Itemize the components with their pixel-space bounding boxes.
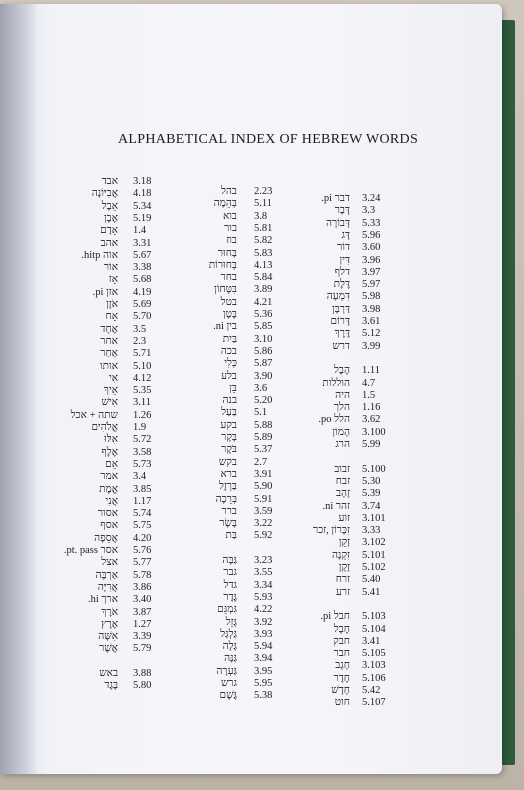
reference-number: 3.61 xyxy=(362,316,381,327)
hebrew-word: חֶדֶר xyxy=(333,672,350,684)
reference-number: 3.31 xyxy=(133,237,152,249)
hebrew-word: גָּלָה xyxy=(222,641,237,653)
reference-number: 5.76 xyxy=(133,545,152,556)
reference-number: 5.82 xyxy=(254,235,273,247)
hebrew-word: בהל xyxy=(220,186,237,197)
hebrew-word: דִּין xyxy=(339,254,350,266)
hebrew-word: גבר xyxy=(223,567,237,579)
hebrew-word: זבח xyxy=(335,475,350,487)
hebrew-word: ברר xyxy=(221,505,237,517)
hebrew-word: דָּרוֹם xyxy=(330,316,350,327)
hebrew-word: אֶחָד xyxy=(100,323,118,335)
reference-number: 4.22 xyxy=(254,604,273,616)
reference-number: 5.81 xyxy=(254,222,273,234)
hebrew-word: גֶּשֶׁם xyxy=(219,690,237,702)
hebrew-word: חבל pi. xyxy=(320,611,350,623)
hebrew-word: דְּבוֹרָה xyxy=(326,217,350,229)
reference-number: 1.11 xyxy=(362,365,380,377)
hebrew-word: אֱמֶת xyxy=(99,483,118,495)
reference-number: 5.67 xyxy=(133,249,152,261)
reference-number: 4.12 xyxy=(133,372,152,384)
hebrew-word: בְּרֵכָה xyxy=(215,493,237,505)
hebrew-word: אִשָּׁה xyxy=(98,631,118,643)
reference-number: 5.99 xyxy=(362,439,381,450)
hebrew-word: בקע xyxy=(220,419,237,431)
reference-number: 1.27 xyxy=(133,618,152,630)
hebrew-word: זָקָן xyxy=(338,562,350,573)
hebrew-word: בטל xyxy=(220,296,237,308)
reference-number: 5.98 xyxy=(362,291,381,303)
hebrew-word: בין ni. xyxy=(213,321,237,333)
hebrew-word: בַּרְזֶל xyxy=(218,481,237,493)
hebrew-word: בָּקָר xyxy=(221,432,237,443)
reference-number: 3.88 xyxy=(133,668,152,679)
hebrew-word: דָּבָר xyxy=(334,205,350,217)
hebrew-word: אֹרֶךְ xyxy=(101,606,118,618)
reference-number: 3.97 xyxy=(362,266,381,278)
reference-number: 5.90 xyxy=(254,481,273,493)
hebrew-word: בוא xyxy=(222,210,237,222)
reference-number: 3.99 xyxy=(362,340,381,352)
reference-number: 5.78 xyxy=(133,569,152,581)
reference-number: 4.13 xyxy=(254,259,273,271)
hebrew-word: אֵיךְ xyxy=(103,385,118,397)
reference-number: 5.95 xyxy=(254,678,273,689)
reference-number: 3.55 xyxy=(254,567,273,579)
reference-number: 5.93 xyxy=(254,591,273,603)
hebrew-word: גַּלְגַּל xyxy=(220,628,237,640)
hebrew-word: הֶבֶל xyxy=(333,365,350,377)
reference-number: 5.103 xyxy=(362,611,386,623)
reference-number: 3.38 xyxy=(133,262,152,274)
reference-number: 5.39 xyxy=(362,488,381,500)
reference-number: 5.88 xyxy=(254,419,273,431)
reference-number: 5.80 xyxy=(133,680,152,692)
hebrew-word: בִּטָּחוֹן xyxy=(214,284,237,296)
reference-number: 2.7 xyxy=(254,456,268,468)
reference-number: 5.102 xyxy=(362,562,386,573)
hebrew-word: זרח xyxy=(335,574,350,586)
reference-number: 5.30 xyxy=(362,475,381,487)
reference-number: 3.4 xyxy=(133,471,147,483)
hebrew-word: זִכָּרוֹן ,זכר xyxy=(312,525,350,537)
reference-number: 1.4 xyxy=(133,225,147,237)
reference-number: 5.84 xyxy=(254,272,273,284)
reference-number: 5.79 xyxy=(133,643,152,655)
hebrew-word: אֶרֶץ xyxy=(101,618,118,630)
reference-number: 3.5 xyxy=(133,323,147,335)
hebrew-word: חָדָשׁ xyxy=(331,685,350,696)
hebrew-word: אִלּוּ xyxy=(104,434,118,446)
hebrew-word: הלל po. xyxy=(318,414,350,426)
reference-number: 3.93 xyxy=(254,628,273,640)
hebrew-word: בַּיִת xyxy=(222,333,237,345)
reference-number: 3.24 xyxy=(362,193,381,204)
hebrew-word: זבוב xyxy=(334,463,350,475)
hebrew-word: דוֹר xyxy=(337,242,350,254)
hebrew-word: אסור xyxy=(97,508,118,520)
reference-number: 2.3 xyxy=(133,335,147,347)
reference-number: 5.34 xyxy=(133,200,152,212)
reference-number: 3.8 xyxy=(254,210,268,222)
hebrew-word: אֲשֶׁר xyxy=(99,643,118,655)
reference-number: 3.90 xyxy=(254,370,273,382)
reference-number: 5.83 xyxy=(254,247,273,259)
reference-number: 5.97 xyxy=(362,279,381,291)
hebrew-word: הלך xyxy=(333,402,350,414)
reference-number: 5.85 xyxy=(254,321,273,333)
hebrew-word: זרע xyxy=(335,586,350,598)
reference-number: 5.104 xyxy=(362,623,386,635)
hebrew-word: אֲבִיּוֹנָה xyxy=(91,188,118,200)
reference-number: 3.85 xyxy=(133,483,152,495)
reference-number: 5.75 xyxy=(133,520,152,532)
hebrew-word: אִי xyxy=(108,372,118,384)
reference-number: 5.41 xyxy=(362,586,381,598)
hebrew-word: אֹזֶן xyxy=(106,299,118,310)
reference-number: 3.100 xyxy=(362,426,386,438)
hebrew-word: אותו xyxy=(99,360,118,372)
hebrew-word: דֶּרֶךְ xyxy=(334,328,350,340)
hebrew-word: זָהָב xyxy=(335,488,350,500)
hebrew-word: דֶּלֶת xyxy=(333,279,350,291)
hebrew-word: אָח xyxy=(105,311,118,323)
reference-number: 3.11 xyxy=(133,397,151,409)
hebrew-word: הוללות xyxy=(322,377,350,389)
hebrew-word: בֶּגֶד xyxy=(104,680,118,692)
reference-number: 4.7 xyxy=(362,377,376,389)
hebrew-word: בכה xyxy=(220,345,237,357)
reference-number: 5.72 xyxy=(133,434,152,446)
hebrew-word: בָּשָׂר xyxy=(219,518,237,530)
reference-number: 5.33 xyxy=(362,217,381,229)
hebrew-word: דַּרְבָּן xyxy=(332,303,350,315)
reference-number: 3.41 xyxy=(362,635,381,647)
hebrew-word: אסר pt. pass. xyxy=(63,545,118,556)
reference-number: 5.37 xyxy=(254,444,273,456)
reference-number: 5.70 xyxy=(133,311,152,323)
hebrew-word: אֲסֵפָה xyxy=(94,532,118,544)
reference-number: 4.18 xyxy=(133,188,152,200)
hebrew-word: שתה + אכל xyxy=(70,409,118,421)
reference-number: 3.34 xyxy=(254,579,273,591)
reference-number: 3.22 xyxy=(254,518,273,530)
hebrew-word: בְּהֵמָה xyxy=(213,198,237,210)
reference-number: 3.33 xyxy=(362,525,381,537)
reference-number: 3.6 xyxy=(254,382,268,394)
reference-number: 5.96 xyxy=(362,229,381,241)
hebrew-word: היה xyxy=(335,389,350,401)
reference-number: 4.20 xyxy=(133,532,152,544)
hebrew-word: גַּבָּה xyxy=(222,555,237,566)
hebrew-word: כְּלִי xyxy=(224,358,237,370)
hebrew-word: אחר xyxy=(100,335,118,347)
reference-number: 3.74 xyxy=(362,500,381,512)
hebrew-word: אָדָם xyxy=(100,225,118,237)
hebrew-word: אהב xyxy=(100,237,118,249)
reference-number: 5.94 xyxy=(254,641,273,653)
hebrew-word: בלע xyxy=(221,370,237,382)
hebrew-word: גַּעְרָה xyxy=(216,665,237,677)
reference-number: 5.68 xyxy=(133,274,152,286)
reference-number: 3.102 xyxy=(362,537,386,549)
reference-number: 5.105 xyxy=(362,648,386,660)
reference-number: 1.26 xyxy=(133,409,152,421)
reference-number: 3.23 xyxy=(254,555,273,566)
reference-number: 3.89 xyxy=(254,284,273,296)
hebrew-word: אבד xyxy=(101,176,118,187)
reference-number: 3.59 xyxy=(254,505,273,517)
hebrew-word: ארך hi. xyxy=(87,594,118,606)
reference-number: 3.91 xyxy=(254,468,273,480)
reference-number: 5.86 xyxy=(254,345,273,357)
hebrew-word: גָּזֵל xyxy=(225,616,237,628)
hebrew-word: אֵם xyxy=(105,458,118,470)
reference-number: 1.17 xyxy=(133,495,152,507)
reference-number: 3.87 xyxy=(133,606,152,618)
reference-number: 3.18 xyxy=(133,176,152,187)
reference-number: 5.106 xyxy=(362,672,386,684)
hebrew-word: דָּג xyxy=(341,229,350,241)
hebrew-word: הָמוֹן xyxy=(332,426,350,438)
hebrew-word: אוֹר xyxy=(103,262,118,274)
reference-number: 5.107 xyxy=(362,697,386,709)
hebrew-word: אֵבֶל xyxy=(101,200,118,212)
hebrew-word: אוה hitp. xyxy=(81,249,118,261)
hebrew-word: אֶבֶן xyxy=(103,212,118,224)
reference-number: 5.101 xyxy=(362,549,386,561)
reference-number: 5.1 xyxy=(254,407,268,419)
hebrew-word: הרג xyxy=(335,439,350,450)
hebrew-word: אַרְבֶּה xyxy=(95,569,118,581)
reference-number: 5.38 xyxy=(254,690,273,702)
reference-number: 1.5 xyxy=(362,389,376,401)
index-title: ALPHABETICAL INDEX OF HEBREW WORDS xyxy=(118,132,419,147)
hebrew-word: אַחַר xyxy=(100,348,118,360)
hebrew-word: גדל xyxy=(223,579,237,591)
hebrew-word: בַּעַל xyxy=(221,407,237,419)
hebrew-word: חָגָב xyxy=(335,660,350,672)
reference-number: 5.40 xyxy=(362,574,381,586)
hebrew-word: בֵּן xyxy=(229,382,237,394)
hebrew-word: גִּמְגֵּם xyxy=(217,604,237,616)
reference-number: 5.77 xyxy=(133,557,152,569)
reference-number: 3.98 xyxy=(362,303,381,315)
reference-number: 3.60 xyxy=(362,242,381,254)
reference-number: 5.10 xyxy=(133,360,152,372)
reference-number: 5.19 xyxy=(133,212,152,224)
reference-number: 5.20 xyxy=(254,395,273,407)
reference-number: 3.96 xyxy=(362,254,381,266)
reference-number: 2.23 xyxy=(254,186,273,197)
hebrew-word: בחר xyxy=(220,272,237,284)
hebrew-word: אִישׁ xyxy=(101,397,118,409)
reference-number: 3.40 xyxy=(133,594,152,606)
reference-number: 4.19 xyxy=(133,286,152,298)
hebrew-word: אֲנִי xyxy=(105,495,118,507)
hebrew-word: בַּת xyxy=(225,530,237,542)
hebrew-word: דלף xyxy=(334,266,350,278)
reference-number: 3.86 xyxy=(133,581,152,593)
hebrew-word: אָז xyxy=(108,274,118,286)
hebrew-word: בְּחוּרוֹת xyxy=(208,259,237,271)
hebrew-word: דבר pi. xyxy=(321,193,350,204)
hebrew-word: בֹּקֶר xyxy=(221,444,237,456)
hebrew-word: בָּחוּר xyxy=(217,247,237,259)
reference-number: 5.42 xyxy=(362,685,381,696)
hebrew-word: באש xyxy=(99,668,118,679)
hebrew-word: חבק xyxy=(333,635,350,647)
hebrew-word: ברא xyxy=(220,468,237,480)
reference-number: 5.35 xyxy=(133,385,152,397)
reference-number: 1.16 xyxy=(362,402,381,414)
hebrew-word: זָקֵן xyxy=(338,537,350,549)
reference-number: 3.39 xyxy=(133,631,152,643)
hebrew-word: דרש xyxy=(332,340,350,352)
hebrew-word: אֶלֶף xyxy=(101,446,118,458)
reference-number: 3.92 xyxy=(254,616,273,628)
reference-number: 3.58 xyxy=(133,446,152,458)
hebrew-word: בור xyxy=(224,222,237,234)
reference-number: 3.103 xyxy=(362,660,386,672)
hebrew-word: בוז xyxy=(226,235,237,247)
reference-number: 3.94 xyxy=(254,653,273,665)
reference-number: 5.89 xyxy=(254,432,273,443)
hebrew-word: אֱלֹהִים xyxy=(91,422,118,433)
hebrew-word: אמר xyxy=(100,471,118,483)
hebrew-word: בנה xyxy=(222,395,237,407)
reference-number: 1.9 xyxy=(133,422,147,433)
reference-number: 5.71 xyxy=(133,348,152,360)
hebrew-word: אצל xyxy=(101,557,118,569)
hebrew-word: חֶבֶל xyxy=(333,623,350,635)
reference-number: 5.87 xyxy=(254,358,273,370)
hebrew-word: אזן pi. xyxy=(92,286,118,298)
hebrew-word: זִקְנָה xyxy=(331,549,350,561)
hebrew-word: אסף xyxy=(100,520,118,532)
reference-number: 5.12 xyxy=(362,328,381,340)
hebrew-word: גַּנָּה xyxy=(224,653,237,665)
hebrew-word: חוט xyxy=(334,697,350,709)
hebrew-word: גרש xyxy=(220,678,237,689)
reference-number: 5.92 xyxy=(254,530,273,542)
reference-number: 5.100 xyxy=(362,463,386,475)
reference-number: 3.3 xyxy=(362,205,376,217)
reference-number: 5.36 xyxy=(254,309,273,320)
reference-number: 5.69 xyxy=(133,299,152,310)
hebrew-word: חבר xyxy=(333,648,350,660)
hebrew-word: זהר ni. xyxy=(322,500,350,512)
hebrew-word: בקש xyxy=(218,456,237,468)
reference-number: 5.91 xyxy=(254,493,273,505)
hebrew-word: בֶּטֶן xyxy=(222,309,237,320)
reference-number: 3.95 xyxy=(254,665,273,677)
reference-number: 5.11 xyxy=(254,198,272,210)
reference-number: 3.10 xyxy=(254,333,273,345)
reference-number: 5.73 xyxy=(133,458,152,470)
hebrew-word: דִּמְעָה xyxy=(326,291,350,303)
reference-number: 5.74 xyxy=(133,508,152,520)
hebrew-word: גֶּדֶר xyxy=(223,591,237,603)
reference-number: 3.101 xyxy=(362,512,386,524)
hebrew-word: אֲרִיָּה xyxy=(97,581,118,593)
reference-number: 3.62 xyxy=(362,414,381,426)
reference-number: 4.21 xyxy=(254,296,273,308)
hebrew-word: זוע xyxy=(338,512,350,524)
